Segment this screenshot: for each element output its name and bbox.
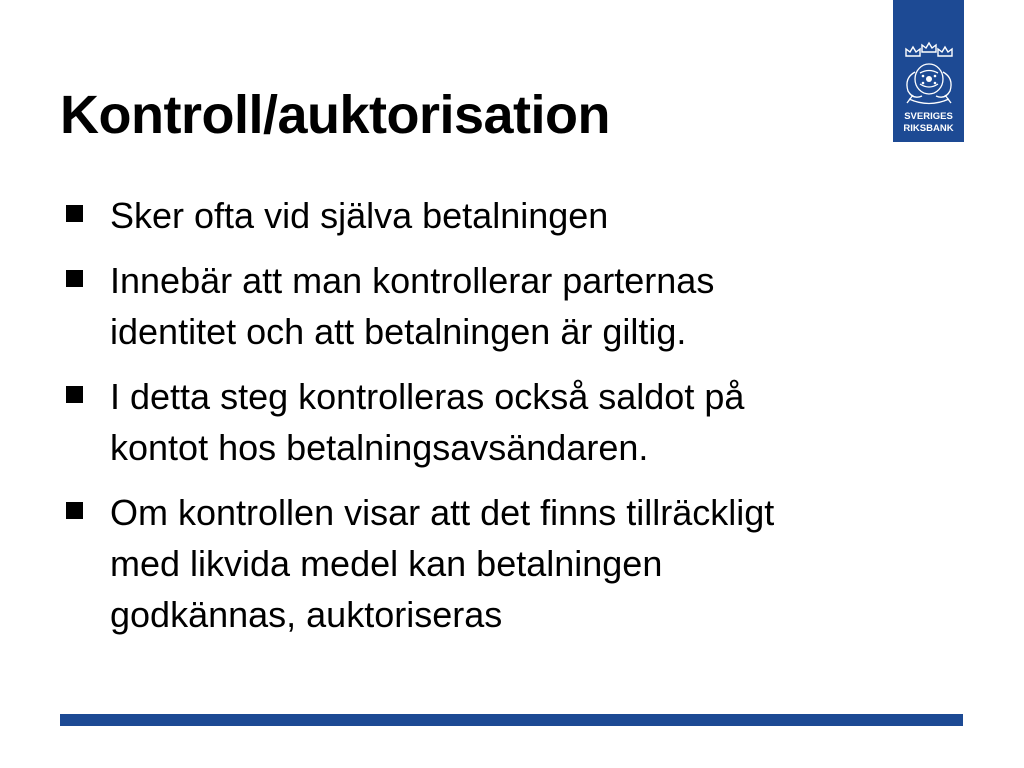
bullet-item [66, 255, 966, 357]
square-bullet-icon [66, 386, 83, 403]
riksbank-logo [893, 0, 964, 142]
logo-line-riksbank: RIKSBANK [903, 123, 954, 134]
bullet-text: Om kontrollen visar att det finns tillräckligt med likvida medel kan betalningen godkännas, auktoriseras [110, 492, 775, 635]
square-bullet-icon [66, 270, 83, 287]
bullet-list [66, 190, 966, 654]
bullet-text: Sker ofta vid själva betalningen [110, 195, 609, 236]
square-bullet-icon [66, 502, 83, 519]
riksbank-crest-icon [893, 0, 964, 142]
slide-title: Kontroll/auktorisation [60, 85, 611, 145]
footer-divider [60, 714, 963, 726]
square-bullet-icon [66, 205, 83, 222]
bullet-item [66, 371, 966, 473]
bullet-item [66, 487, 966, 640]
bullet-item [66, 190, 966, 241]
bullet-text: Innebär att man kontrollerar parternas identitet och att betalningen är giltig. [110, 260, 715, 352]
bullet-text: I detta steg kontrolleras också saldot på kontot hos betalningsavsändaren. [110, 376, 745, 468]
logo-line-sveriges: SVERIGES [904, 111, 953, 122]
